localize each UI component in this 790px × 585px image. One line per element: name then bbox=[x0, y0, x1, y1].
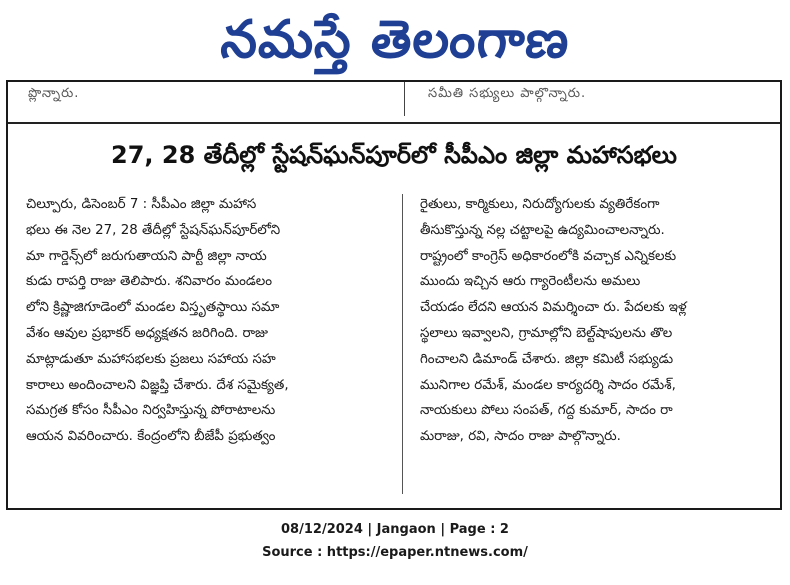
article-line: వేశం ఆవుల ప్రభాకర్ అధ్యక్షతన జరిగింది. రాజు bbox=[26, 325, 268, 341]
headline-rule bbox=[8, 122, 780, 124]
clipping-source-link: Source : https://epaper.ntnews.com/ bbox=[262, 545, 528, 560]
article-line: మరాజు, రవి, సాదం రాజు పాల్గొన్నారు. bbox=[420, 429, 621, 445]
article-line: చిల్పూరు, డిసెంబర్ 7 : సీపీఎం జిల్లా మహాస bbox=[26, 197, 257, 212]
clipped-text-left: ప్లొన్నారు. bbox=[28, 86, 80, 101]
article-line: గించాలని డిమాండ్ చేశారు. జిల్లా కమిటీ సభ్యుడు bbox=[420, 351, 674, 367]
article-headline: 27, 28 తేదీల్లో స్టేషన్‌ఘన్‌పూర్‌లో సీపీఎం జిల్లా మహాసభలు bbox=[111, 141, 677, 169]
article-line: రాష్ట్రంలో కాంగ్రెస్ అధికారంలోకి వచ్చాక ఎన్నికలకు bbox=[420, 248, 677, 264]
article-line: నాయకులు పోలు సంపత్, గద్ద కుమార్, సాదం రా bbox=[420, 403, 673, 419]
article-line: కుడు రాపర్తి రాజు తెలిపారు. శనివారం మండలం bbox=[26, 274, 273, 290]
article-clipping bbox=[6, 80, 782, 510]
article-line: మా గార్డెన్స్‌లో జరుగుతాయని పార్టీ జిల్లా నాయ bbox=[26, 248, 267, 264]
column-divider bbox=[402, 194, 403, 494]
article-line: రైతులు, కార్మికులు, నిరుద్యోగులకు వ్యతిరేకంగా bbox=[420, 197, 660, 212]
article-line: స్థలాలు ఇవ్వాలని, గ్రామాల్లోని బెల్ట్‌షాపులను తొల bbox=[420, 325, 673, 341]
article-line: చేయడం లేదని ఆయన విమర్శించా రు. పేదలకు ఇళ్ల bbox=[420, 300, 687, 316]
article-line: సమగ్రత కోసం సీపీఎం నిర్వహిస్తున్న పోరాటాలను bbox=[26, 403, 276, 419]
article-column-left bbox=[26, 192, 386, 450]
article-line: కారాలు అందించాలని విజ్ఞప్తి చేశారు. దేశ సమైక్యత, bbox=[26, 377, 289, 393]
clipped-text-right: సమీతి సభ్యులు పాల్గొన్నారు. bbox=[428, 86, 587, 101]
article-line: మాట్లాడుతూ మహాసభలకు ప్రజలు సహాయ సహ bbox=[26, 351, 276, 367]
article-line: ముందు ఇచ్చిన ఆరు గ్యారెంటీలను అమలు bbox=[420, 274, 641, 290]
article-line: ఆయన వివరించారు. కేంద్రంలోని బీజేపీ ప్రభుత్వం bbox=[26, 429, 276, 445]
article-column-right bbox=[420, 192, 760, 450]
article-line: లోని క్రిష్ణాజిగూడెంలో మండల విస్తృతస్థాయి సమా bbox=[26, 300, 280, 316]
newspaper-logo: నమస్తే తెలంగాణ bbox=[218, 10, 572, 70]
article-line: మునిగాల రమేశ్, మండల కార్యదర్శి సాదం రమేశ్, bbox=[420, 377, 676, 393]
article-line: తీసుకొస్తున్న నల్ల చట్టాలపై ఉద్యమించాలన్నారు. bbox=[420, 222, 665, 238]
article-line: భలు ఈ నెల 27, 28 తేదీల్లో స్టేషన్‌ఘన్‌పూర్‌లోని bbox=[26, 222, 281, 238]
column-divider-top bbox=[404, 82, 405, 116]
masthead bbox=[0, 0, 790, 80]
clipping-date-edition-page: 08/12/2024 | Jangaon | Page : 2 bbox=[281, 522, 509, 537]
